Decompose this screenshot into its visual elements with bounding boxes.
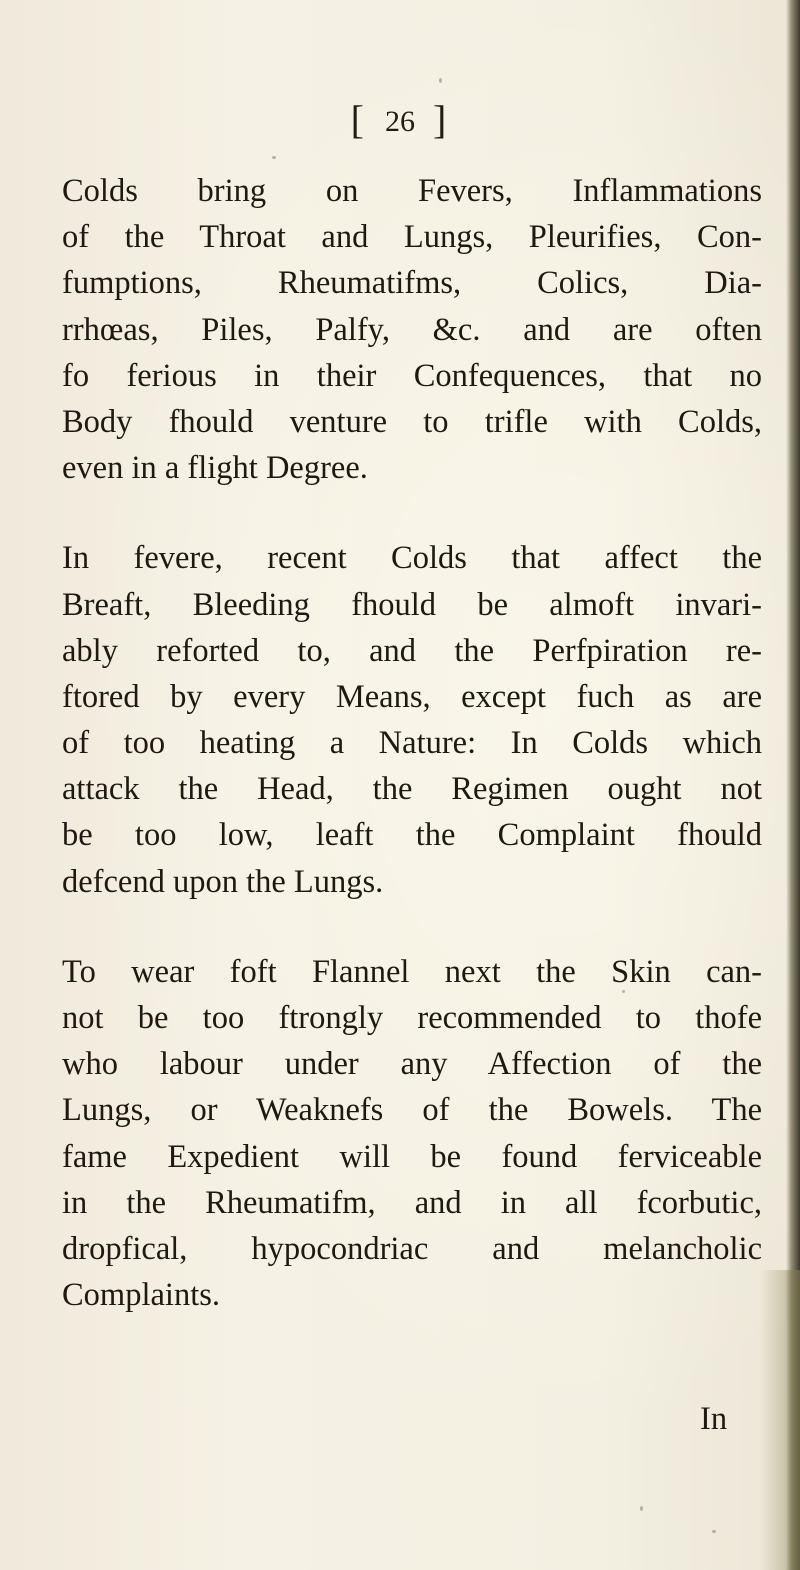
text-line: Colds bring on Fevers, Inflammations bbox=[62, 173, 762, 209]
text-line: in the Rheumatifm, and in all fcorbutic, bbox=[62, 1184, 762, 1221]
text-line: Breaft, Bleeding fhould be almoft invari- bbox=[62, 586, 762, 623]
text-line: even in a flight Degree. bbox=[62, 450, 368, 487]
text-line: of too heating a Nature: In Colds which bbox=[62, 725, 762, 762]
text-line: defcend upon the Lungs. bbox=[62, 863, 384, 900]
text-line: In fevere, recent Colds that affect the bbox=[62, 540, 762, 577]
text-line: ftored by every Means, except fuch as are bbox=[62, 678, 762, 715]
page-edge-stain bbox=[760, 1270, 800, 1570]
body-text bbox=[62, 168, 762, 1318]
text-line: ably reforted to, and the Perfpiration re- bbox=[62, 632, 762, 669]
catchword: In bbox=[700, 1401, 728, 1437]
paper-speck bbox=[439, 78, 442, 83]
text-line: of the Throat and Lungs, Pleurifies, Con- bbox=[62, 219, 762, 256]
text-line: be too low, leaft the Complaint fhould bbox=[62, 817, 762, 854]
text-line: fo ferious in their Confequences, that no bbox=[62, 357, 762, 394]
paper-speck bbox=[712, 1530, 716, 1533]
text-line: Body fhould venture to trifle with Colds, bbox=[62, 403, 762, 440]
text-line: Lungs, or Weaknefs of the Bowels. The bbox=[62, 1092, 762, 1129]
text-line: not be too ftrongly recommended to thofe bbox=[62, 1000, 762, 1036]
header-bracket-open: [ bbox=[350, 97, 367, 142]
text-line: Complaints. bbox=[62, 1277, 220, 1314]
page-number: 26 bbox=[385, 105, 415, 138]
header-bracket-close: ] bbox=[433, 97, 450, 142]
text-line: who labour under any Affection of the bbox=[62, 1046, 762, 1083]
text-line: To wear foft Flannel next the Skin can- bbox=[62, 953, 762, 990]
page-header bbox=[0, 96, 800, 143]
paper-speck bbox=[622, 990, 625, 993]
paragraph-3 bbox=[62, 949, 762, 1319]
paragraph-1 bbox=[62, 168, 762, 491]
text-line: fumptions, Rheumatifms, Colics, Dia- bbox=[62, 265, 762, 302]
paper-speck bbox=[640, 1506, 643, 1511]
text-line: rrhœas, Piles, Palfy, &c. and are often bbox=[62, 311, 762, 348]
paper-speck bbox=[272, 156, 276, 159]
text-line: fame Expedient will be found ferviceable bbox=[62, 1138, 762, 1175]
text-line: dropfical, hypocondriac and melancholic bbox=[62, 1230, 762, 1267]
text-line: attack the Head, the Regimen ought not bbox=[62, 771, 762, 808]
paragraph-2 bbox=[62, 535, 762, 905]
